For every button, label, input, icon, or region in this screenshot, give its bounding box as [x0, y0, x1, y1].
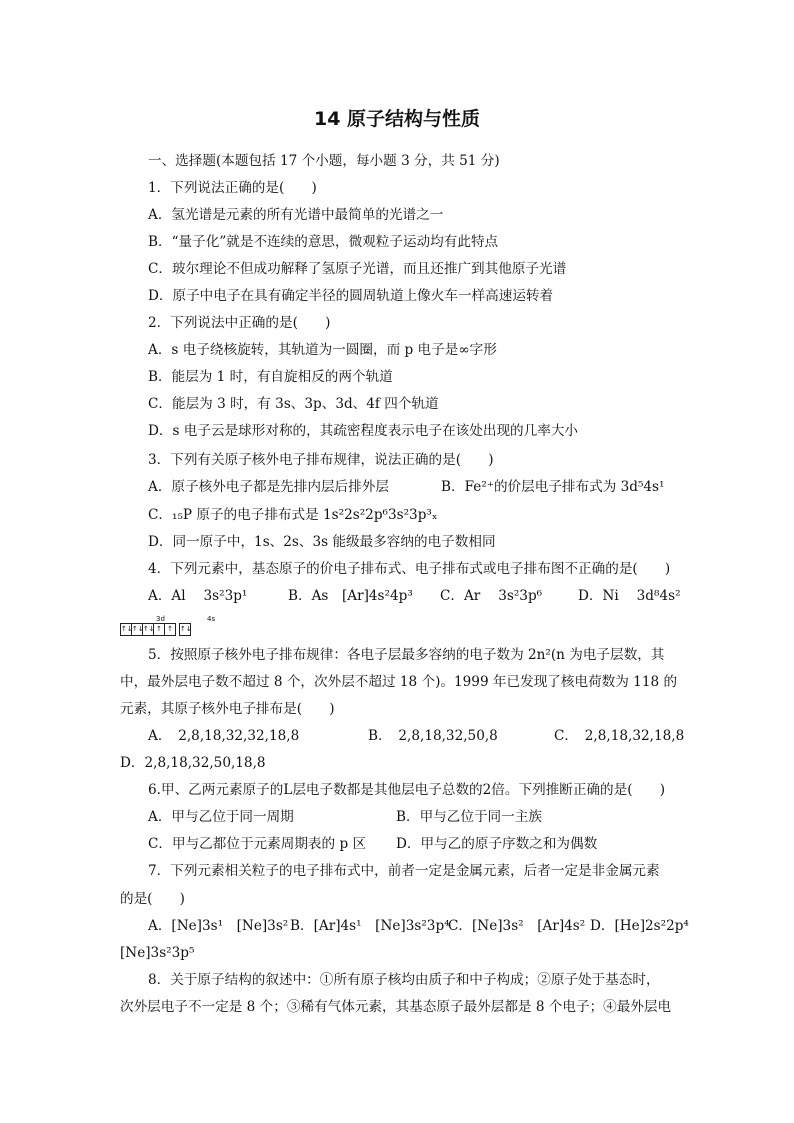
q7-option-c: C．[Ne]3s² [Ar]4s² [448, 918, 586, 934]
orbital-label-4s: 4s [207, 615, 216, 623]
q3-option-b: B．Fe²⁺的价层电子排布式为 3d⁵4s¹ [441, 479, 665, 495]
orbital-label-3d: 3d [156, 615, 165, 623]
q2-stem: 2．下列说法中正确的是( ) [148, 315, 331, 331]
q6-option-b: B．甲与乙位于同一主族 [396, 809, 542, 825]
q2-option-b: B．能层为 1 时，有自旋相反的两个轨道 [148, 369, 393, 385]
orbital-box: ↑↓ [131, 623, 143, 636]
q4-option-a: A．Al 3s²3p¹ [148, 588, 248, 604]
q3-option-a: A．原子核外电子都是先排内层后排外层 [148, 479, 389, 495]
q1-option-d: D．原子中电子在具有确定半径的圆周轨道上像火车一样高速运转着 [148, 288, 554, 304]
q3-option-d: D．同一原子中，1s、2s、3s 能级最多容纳的电子数相同 [148, 534, 496, 550]
q1-option-c: C．玻尔理论不但成功解释了氢原子光谱，而且还推广到其他原子光谱 [148, 261, 567, 277]
q8-line-2: 次外层电子不一定是 8 个；③稀有气体元素，其基态原子最外层都是 8 个电子；④最外层电 [120, 999, 672, 1015]
q1-option-a: A．氢光谱是元素的所有光谱中最简单的光谱之一 [148, 207, 444, 223]
orbital-box: ↑↓ [142, 623, 154, 636]
q7-option-b: B．[Ar]4s¹ [Ne]3s²3p⁴ [290, 918, 450, 934]
q4-option-b: B．As [Ar]4s²4p³ [288, 588, 413, 604]
orbital-box: ↑↓ [120, 623, 132, 636]
q7-option-d: D．[He]2s²2p⁴ [590, 918, 689, 934]
q5-line-1: 5．按照原子核外电子排布规律：各电子层最多容纳的电子数为 2n²(n 为电子层数，其 [148, 647, 665, 663]
q4-option-c: C．Ar 3s²3p⁶ [440, 588, 543, 604]
orbital-box: ↑ [153, 623, 165, 636]
q6-stem: 6.甲、乙两元素原子的L层电子数都是其他层电子总数的2倍。下列推断正确的是( ) [148, 782, 666, 798]
q5-line-3: 元素，其原子核外电子排布是( ) [120, 701, 335, 717]
q1-option-b: B．“量子化”就是不连续的意思，微观粒子运动均有此特点 [148, 234, 499, 250]
q6-option-a: A．甲与乙位于同一周期 [148, 809, 294, 825]
q6-option-d: D．甲与乙的原子序数之和为偶数 [396, 836, 598, 852]
q7-line-2: 的是( ) [120, 891, 185, 907]
orbital-boxes [120, 623, 190, 636]
orbital-box: ↑ [164, 623, 176, 636]
orbital-diagram [120, 615, 230, 639]
q2-option-a: A．s 电子绕核旋转，其轨道为一圆圈，而 p 电子是∞字形 [148, 342, 497, 358]
q4-option-d: D．Ni 3d⁸4s² [578, 588, 681, 604]
section-heading: 一、选择题(本题包括 17 个小题，每小题 3 分，共 51 分) [148, 153, 500, 169]
q7-option-a: A．[Ne]3s¹ [Ne]3s² [148, 918, 289, 934]
q2-option-c: C．能层为 3 时，有 3s、3p、3d、4f 四个轨道 [148, 396, 439, 412]
q5-line-2: 中，最外层电子数不超过 8 个，次外层不超过 18 个)。1999 年已发现了核电荷数为 118 的 [120, 674, 678, 690]
q1-stem: 1．下列说法正确的是( ) [148, 180, 317, 196]
q6-option-c: C．甲与乙都位于元素周期表的 p 区 [148, 836, 367, 852]
q7-line-1: 7．下列元素相关粒子的电子排布式中，前者一定是金属元素，后者一定是非金属元素 [148, 863, 660, 879]
q5-option-d: D．2,8,18,32,50,18,8 [120, 755, 266, 771]
q7-option-d-continued: [Ne]3s²3p⁵ [120, 945, 195, 961]
q2-option-d: D．s 电子云是球形对称的，其疏密程度表示电子在该处出现的几率大小 [148, 423, 579, 439]
q4-stem: 4．下列元素中，基态原子的价电子排布式、电子排布式或电子排布图不正确的是( ) [148, 561, 671, 577]
orbital-box: ↑↓ [179, 623, 191, 636]
q3-option-c: C．₁₅P 原子的电子排布式是 1s²2s²2p⁶3s²3p³ₓ [148, 507, 438, 523]
q3-stem: 3．下列有关原子核外电子排布规律，说法正确的是( ) [148, 452, 494, 468]
page-title: 14 原子结构与性质 [313, 108, 481, 130]
q5-option-c: C． 2,8,18,32,18,8 [554, 728, 685, 744]
q8-line-1: 8．关于原子结构的叙述中：①所有原子核均由质子和中子构成；②原子处于基态时， [148, 972, 660, 988]
q5-option-b: B． 2,8,18,32,50,8 [368, 728, 498, 744]
q5-option-a: A． 2,8,18,32,32,18,8 [148, 728, 300, 744]
